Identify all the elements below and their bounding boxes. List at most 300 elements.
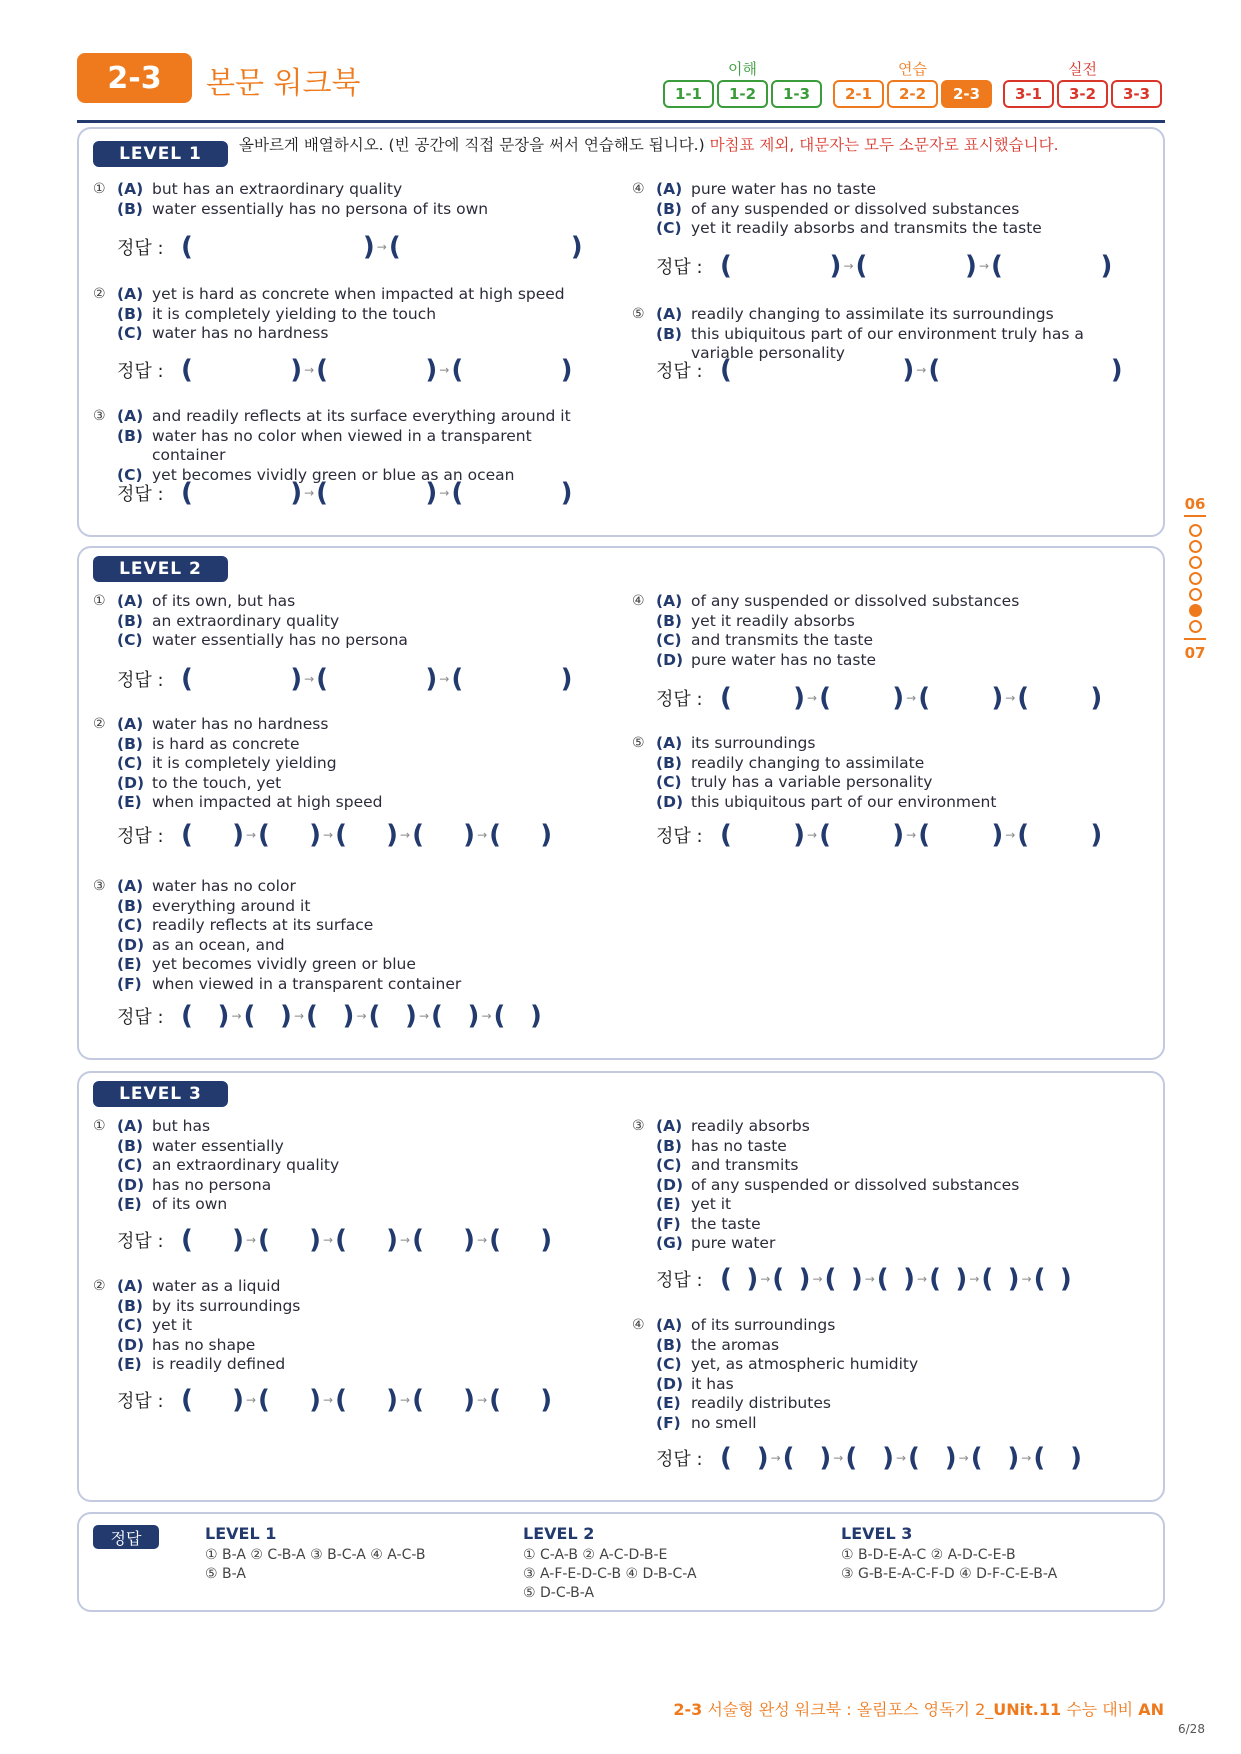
arrow-icon: → bbox=[916, 363, 927, 377]
answer-key-row: ⑤ B-A bbox=[205, 1566, 246, 1582]
nav-1-1[interactable]: 1-1 bbox=[663, 80, 714, 108]
choice-label: (B) bbox=[117, 426, 143, 445]
question-number bbox=[632, 1355, 656, 1375]
question-line bbox=[93, 715, 382, 735]
level3-question-1 bbox=[93, 1117, 339, 1215]
choice-label: (B) bbox=[656, 753, 682, 772]
unit-number-top: 06 bbox=[1184, 495, 1206, 513]
answer-open-paren: ( bbox=[306, 1001, 318, 1031]
question-line bbox=[632, 1394, 918, 1414]
answer-close-paren: ) bbox=[232, 1225, 244, 1255]
answer-close-paren: ) bbox=[829, 251, 842, 281]
answer-open-paren: ( bbox=[855, 251, 868, 281]
answer-close-paren: ) bbox=[463, 820, 476, 850]
answer-line[interactable] bbox=[117, 664, 572, 694]
answer-open-paren: ( bbox=[720, 683, 732, 713]
header-divider bbox=[77, 120, 1165, 123]
answer-open-paren: ( bbox=[970, 1443, 983, 1473]
choice-text: water essentially has no persona bbox=[152, 631, 408, 649]
question-number: ④ bbox=[632, 181, 645, 197]
question-line bbox=[93, 285, 565, 305]
question-number bbox=[93, 1297, 117, 1317]
answer-close-paren: ) bbox=[903, 1264, 915, 1294]
question-line bbox=[93, 877, 461, 897]
arrow-icon: → bbox=[356, 1009, 367, 1023]
answer-key-level1 bbox=[205, 1524, 426, 1584]
level1-badge: LEVEL 1 bbox=[93, 141, 228, 167]
question-line bbox=[632, 773, 996, 793]
answer-close-paren: ) bbox=[540, 1225, 553, 1255]
answer-open-paren: ( bbox=[258, 1225, 270, 1255]
answer-open-paren: ( bbox=[181, 820, 193, 850]
answer-close-paren: ) bbox=[882, 1443, 894, 1473]
progress-dot bbox=[1189, 540, 1202, 553]
section-badge: 2-3 bbox=[77, 53, 192, 103]
answer-line[interactable] bbox=[656, 1264, 1072, 1294]
answer-line[interactable] bbox=[117, 478, 572, 508]
choice-text: and readily reflects at its surface everything around it bbox=[152, 407, 571, 425]
choice-text: yet it bbox=[691, 1195, 732, 1213]
choice-label: (A) bbox=[656, 305, 683, 323]
answer-close-paren: ) bbox=[892, 820, 905, 850]
instruction-note: 마침표 제외, 대문자는 모두 소문자로 표시했습니다. bbox=[709, 136, 1059, 154]
arrow-icon: → bbox=[760, 1272, 771, 1286]
choice-text: water has no hardness bbox=[152, 324, 329, 342]
answer-open-paren: ( bbox=[819, 683, 831, 713]
choice-label: (C) bbox=[117, 324, 143, 342]
answer-close-paren: ) bbox=[560, 355, 573, 385]
choice-label: (A) bbox=[656, 180, 683, 198]
choice-text: is hard as concrete bbox=[152, 734, 300, 753]
choice-label: (A) bbox=[117, 1117, 144, 1135]
choice-label: (A) bbox=[117, 180, 144, 198]
choice-text: yet it readily absorbs and transmits the taste bbox=[691, 219, 1042, 237]
choice-text: its surroundings bbox=[691, 734, 816, 752]
choice-label: (B) bbox=[117, 199, 143, 218]
choice-label: (C) bbox=[656, 219, 682, 237]
answer-close-paren: ) bbox=[309, 820, 321, 850]
answer-line[interactable] bbox=[117, 355, 572, 385]
choice-text: is readily defined bbox=[152, 1355, 286, 1373]
question-line bbox=[93, 1176, 339, 1196]
answer-open-paren: ( bbox=[1033, 1443, 1046, 1473]
question-number bbox=[93, 897, 117, 917]
choice-label: (D) bbox=[117, 773, 145, 792]
answer-close-paren: ) bbox=[425, 355, 438, 385]
question-line bbox=[632, 325, 1084, 345]
choice-text: of any suspended or dissolved substances bbox=[691, 199, 1020, 218]
level2-question-4 bbox=[632, 592, 1019, 670]
unit-number-bottom: 07 bbox=[1184, 644, 1206, 662]
choice-text: container bbox=[152, 446, 226, 464]
question-number bbox=[632, 344, 656, 364]
arrow-icon: → bbox=[833, 1451, 844, 1465]
question-line bbox=[93, 955, 461, 975]
answer-open-paren: ( bbox=[316, 478, 329, 508]
choice-text: yet becomes vividly green or blue bbox=[152, 955, 416, 973]
arrow-icon: → bbox=[400, 1233, 411, 1247]
answer-open-paren: ( bbox=[819, 820, 831, 850]
question-number: ④ bbox=[632, 1317, 645, 1333]
answer-open-paren: ( bbox=[928, 355, 941, 385]
answer-open-paren: ( bbox=[720, 1443, 732, 1473]
question-line bbox=[93, 446, 571, 466]
answer-key-title: LEVEL 1 bbox=[205, 1524, 277, 1543]
arrow-icon: → bbox=[439, 486, 450, 500]
choice-label bbox=[117, 446, 152, 466]
answer-line[interactable] bbox=[656, 820, 1102, 850]
level1-instruction bbox=[239, 135, 1154, 155]
question-number bbox=[632, 1414, 656, 1434]
choice-text: readily absorbs bbox=[691, 1117, 810, 1135]
level3-question-3 bbox=[632, 1117, 1019, 1254]
answer-open-paren: ( bbox=[876, 1264, 889, 1294]
question-number bbox=[93, 305, 117, 325]
question-line bbox=[93, 180, 488, 200]
choice-label: (B) bbox=[117, 611, 143, 630]
arrow-icon: → bbox=[376, 240, 387, 254]
question-number bbox=[93, 774, 117, 794]
choice-text: pure water has no taste bbox=[691, 650, 877, 669]
question-line bbox=[632, 180, 1042, 200]
nav-1-2[interactable]: 1-2 bbox=[717, 80, 768, 108]
level2-question-2 bbox=[93, 715, 382, 813]
answer-open-paren: ( bbox=[316, 664, 329, 694]
question-number bbox=[93, 200, 117, 220]
question-number bbox=[632, 773, 656, 793]
arrow-icon: → bbox=[1005, 828, 1016, 842]
question-number: ⑤ bbox=[632, 306, 645, 322]
question-number bbox=[93, 427, 117, 447]
choice-label: (B) bbox=[117, 896, 143, 915]
choice-text: and transmits the taste bbox=[691, 631, 874, 649]
choice-label: (D) bbox=[117, 1335, 145, 1354]
choice-text: the taste bbox=[691, 1214, 761, 1233]
answer-close-paren: ) bbox=[892, 683, 905, 713]
arrow-icon: → bbox=[1021, 1272, 1032, 1286]
answer-line[interactable] bbox=[656, 355, 1123, 385]
arrow-icon: → bbox=[807, 691, 818, 705]
choice-text: by its surroundings bbox=[152, 1296, 301, 1315]
arrow-icon: → bbox=[917, 1272, 928, 1286]
answer-open-paren: ( bbox=[181, 664, 193, 694]
footer-book: 올림포스 영독기 2_ bbox=[856, 1700, 994, 1719]
footer-code: AN bbox=[1138, 1700, 1164, 1719]
choice-text: but has bbox=[152, 1117, 211, 1135]
divider bbox=[1184, 638, 1206, 640]
question-number bbox=[93, 324, 117, 344]
choice-label: (A) bbox=[117, 285, 144, 303]
choice-label: (E) bbox=[117, 1195, 142, 1213]
choice-text: water has no color when viewed in a transparent bbox=[152, 426, 532, 445]
question-line bbox=[93, 1316, 300, 1336]
choice-text: water has no hardness bbox=[152, 715, 329, 733]
question-line bbox=[93, 427, 571, 447]
question-number: ④ bbox=[632, 593, 645, 609]
choice-text: yet it bbox=[152, 1316, 193, 1334]
answer-key-row: ① B-D-E-A-C ② A-D-C-E-B bbox=[841, 1547, 1016, 1563]
footer-section: 2-3 bbox=[673, 1700, 703, 1719]
question-number bbox=[93, 466, 117, 486]
answer-close-paren: ) bbox=[1007, 1264, 1020, 1294]
choice-label: (D) bbox=[656, 1374, 684, 1393]
nav-group-real bbox=[1003, 58, 1162, 108]
question-number bbox=[93, 1137, 117, 1157]
nav-3-2[interactable]: 3-2 bbox=[1057, 80, 1108, 108]
question-line bbox=[93, 305, 565, 325]
answer-close-paren: ) bbox=[955, 1264, 968, 1294]
arrow-icon: → bbox=[400, 828, 411, 842]
answer-close-paren: ) bbox=[991, 683, 1004, 713]
choice-text: it has bbox=[691, 1374, 734, 1393]
question-number: ② bbox=[93, 1278, 106, 1294]
answer-open-paren: ( bbox=[1017, 820, 1030, 850]
choice-text: has no taste bbox=[691, 1136, 787, 1155]
question-line bbox=[93, 754, 382, 774]
answer-label: 정답 : bbox=[117, 670, 164, 691]
question-number: ① bbox=[93, 1118, 106, 1134]
choice-text: when viewed in a transparent container bbox=[152, 974, 462, 993]
choice-label: (C) bbox=[656, 773, 682, 791]
answer-close-paren: ) bbox=[386, 820, 399, 850]
answer-label: 정답 : bbox=[656, 689, 703, 710]
page-number: 6/28 bbox=[1178, 1722, 1205, 1736]
answer-open-paren: ( bbox=[918, 820, 931, 850]
answer-close-paren: ) bbox=[386, 1225, 399, 1255]
answer-open-paren: ( bbox=[845, 1443, 858, 1473]
choice-label: (B) bbox=[656, 1136, 682, 1155]
answer-close-paren: ) bbox=[944, 1443, 957, 1473]
choice-label: (E) bbox=[656, 1394, 681, 1412]
question-line bbox=[632, 612, 1019, 632]
choice-label: (C) bbox=[117, 1156, 143, 1174]
answer-close-paren: ) bbox=[798, 1264, 811, 1294]
question-line bbox=[632, 1336, 918, 1356]
answer-close-paren: ) bbox=[309, 1385, 321, 1415]
question-number bbox=[93, 754, 117, 774]
answer-open-paren: ( bbox=[243, 1001, 256, 1031]
answer-close-paren: ) bbox=[756, 1443, 769, 1473]
answer-line[interactable] bbox=[117, 232, 583, 262]
answer-line[interactable] bbox=[117, 1385, 552, 1415]
question-number bbox=[632, 1336, 656, 1356]
answer-close-paren: ) bbox=[1007, 1443, 1020, 1473]
level1-question-4 bbox=[632, 180, 1042, 239]
arrow-icon: → bbox=[1021, 1451, 1032, 1465]
arrow-icon: → bbox=[958, 1451, 969, 1465]
level3-question-2 bbox=[93, 1277, 300, 1375]
answer-close-paren: ) bbox=[232, 1385, 244, 1415]
answer-line[interactable] bbox=[656, 1443, 1082, 1473]
choice-text: pure water has no taste bbox=[691, 180, 877, 198]
question-line bbox=[93, 1156, 339, 1176]
answer-close-paren: ) bbox=[1059, 1264, 1072, 1294]
choice-text: readily changing to assimilate its surroundings bbox=[691, 305, 1054, 323]
level1-question-3 bbox=[93, 407, 571, 485]
answer-open-paren: ( bbox=[720, 251, 732, 281]
answer-open-paren: ( bbox=[181, 1385, 193, 1415]
answer-open-paren: ( bbox=[981, 1264, 994, 1294]
arrow-icon: → bbox=[770, 1451, 781, 1465]
answer-close-paren: ) bbox=[560, 478, 573, 508]
nav-1-3[interactable]: 1-3 bbox=[771, 80, 822, 108]
nav-2-2[interactable]: 2-2 bbox=[887, 80, 938, 108]
question-line bbox=[632, 1117, 1019, 1137]
choice-text: of its surroundings bbox=[691, 1316, 836, 1334]
nav-group-practice bbox=[833, 58, 992, 108]
question-line bbox=[632, 631, 1019, 651]
arrow-icon: → bbox=[477, 1233, 488, 1247]
page-title: 본문 워크북 bbox=[206, 66, 361, 101]
arrow-icon: → bbox=[245, 828, 257, 842]
question-number bbox=[632, 793, 656, 813]
question-line bbox=[93, 612, 408, 632]
choice-text: everything around it bbox=[152, 896, 311, 915]
answer-line[interactable] bbox=[656, 251, 1112, 281]
question-number bbox=[632, 200, 656, 220]
nav-3-3[interactable]: 3-3 bbox=[1111, 80, 1162, 108]
choice-text: the aromas bbox=[691, 1335, 780, 1354]
arrow-icon: → bbox=[231, 1009, 242, 1023]
nav-group-label: 이해 bbox=[728, 60, 757, 78]
question-line bbox=[93, 631, 408, 651]
question-number bbox=[93, 1355, 117, 1375]
question-line bbox=[93, 1297, 300, 1317]
arrow-icon: → bbox=[812, 1272, 823, 1286]
answer-label: 정답 : bbox=[656, 257, 703, 278]
answer-close-paren: ) bbox=[902, 355, 915, 385]
level1-question-2 bbox=[93, 285, 565, 344]
answer-close-paren: ) bbox=[1100, 251, 1113, 281]
choice-label: (B) bbox=[117, 1296, 143, 1315]
choice-text: of any suspended or dissolved substances bbox=[691, 592, 1020, 610]
answer-close-paren: ) bbox=[540, 1385, 553, 1415]
question-line bbox=[632, 1156, 1019, 1176]
answer-key-row: ⑤ D-C-B-A bbox=[523, 1585, 595, 1601]
choice-label: (E) bbox=[117, 955, 142, 973]
question-number bbox=[93, 612, 117, 632]
choice-text: water has no color bbox=[152, 877, 296, 895]
question-line bbox=[632, 754, 996, 774]
choice-text: of its own bbox=[152, 1195, 228, 1213]
question-line bbox=[93, 407, 571, 427]
level2-badge: LEVEL 2 bbox=[93, 556, 228, 582]
choice-text: water as a liquid bbox=[152, 1277, 281, 1295]
question-number: ② bbox=[93, 286, 106, 302]
question-number bbox=[632, 1215, 656, 1235]
answer-open-paren: ( bbox=[908, 1443, 920, 1473]
choice-text: variable personality bbox=[691, 344, 845, 362]
answer-line[interactable] bbox=[117, 1001, 542, 1031]
choice-text: as an ocean, and bbox=[152, 935, 285, 954]
answer-close-paren: ) bbox=[965, 251, 977, 281]
answer-label: 정답 : bbox=[117, 484, 164, 505]
nav-3-1[interactable]: 3-1 bbox=[1003, 80, 1054, 108]
answer-close-paren: ) bbox=[991, 820, 1004, 850]
question-line bbox=[93, 1355, 300, 1375]
answer-line[interactable] bbox=[656, 683, 1102, 713]
choice-text: of its own, but has bbox=[152, 592, 296, 610]
nav-2-1[interactable]: 2-1 bbox=[833, 80, 884, 108]
choice-label: (B) bbox=[117, 1136, 143, 1155]
arrow-icon: → bbox=[245, 1393, 257, 1407]
arrow-icon: → bbox=[323, 1393, 334, 1407]
choice-text: water essentially has no persona of its own bbox=[152, 199, 489, 218]
answer-open-paren: ( bbox=[412, 1225, 424, 1255]
choice-text: readily distributes bbox=[691, 1394, 831, 1412]
choice-label: (F) bbox=[117, 974, 142, 993]
choice-text: an extraordinary quality bbox=[152, 611, 340, 630]
choice-label: (D) bbox=[656, 792, 684, 811]
answer-line[interactable] bbox=[117, 1225, 552, 1255]
question-line bbox=[93, 324, 565, 344]
choice-label: (C) bbox=[656, 1156, 682, 1174]
answer-line[interactable] bbox=[117, 820, 552, 850]
question-line bbox=[93, 793, 382, 813]
nav-group-label: 연습 bbox=[898, 60, 927, 78]
choice-label: (A) bbox=[117, 1277, 144, 1295]
answer-close-paren: ) bbox=[405, 1001, 417, 1031]
answer-open-paren: ( bbox=[368, 1001, 381, 1031]
answer-open-paren: ( bbox=[431, 1001, 443, 1031]
question-number bbox=[93, 735, 117, 755]
arrow-icon: → bbox=[477, 1393, 488, 1407]
arrow-icon: → bbox=[906, 691, 917, 705]
question-number bbox=[93, 955, 117, 975]
arrow-icon: → bbox=[1005, 691, 1016, 705]
question-line bbox=[93, 735, 382, 755]
choice-text: an extraordinary quality bbox=[152, 1156, 340, 1174]
question-line bbox=[632, 1355, 918, 1375]
answer-close-paren: ) bbox=[746, 1264, 759, 1294]
answer-close-paren: ) bbox=[309, 1225, 321, 1255]
answer-open-paren: ( bbox=[720, 355, 732, 385]
choice-text: this ubiquitous part of our environment bbox=[691, 792, 997, 811]
answer-label: 정답 : bbox=[656, 1449, 703, 1470]
choice-label: (B) bbox=[656, 611, 682, 630]
question-line bbox=[632, 200, 1042, 220]
arrow-icon: → bbox=[304, 486, 315, 500]
arrow-icon: → bbox=[864, 1272, 875, 1286]
divider bbox=[1184, 515, 1206, 517]
progress-dot bbox=[1189, 620, 1202, 633]
answer-key-level3 bbox=[841, 1524, 1057, 1584]
answer-key-title: LEVEL 3 bbox=[841, 1524, 913, 1543]
choice-label: (A) bbox=[117, 592, 144, 610]
answer-close-paren: ) bbox=[560, 664, 573, 694]
nav-2-3[interactable]: 2-3 bbox=[941, 80, 992, 108]
choice-label: (C) bbox=[117, 631, 143, 649]
choice-label: (C) bbox=[117, 754, 143, 772]
choice-text: to the touch, yet bbox=[152, 773, 282, 792]
unit-progress bbox=[1180, 495, 1210, 662]
arrow-icon: → bbox=[906, 828, 917, 842]
choice-label: (C) bbox=[117, 1316, 143, 1334]
answer-open-paren: ( bbox=[181, 355, 193, 385]
progress-dot bbox=[1189, 572, 1202, 585]
arrow-icon: → bbox=[843, 259, 854, 273]
level2-question-1 bbox=[93, 592, 408, 651]
question-line bbox=[93, 897, 461, 917]
question-line bbox=[93, 1117, 339, 1137]
answer-open-paren: ( bbox=[824, 1264, 837, 1294]
answer-label: 정답 : bbox=[656, 361, 703, 382]
choice-text: and transmits bbox=[691, 1156, 799, 1174]
question-number bbox=[632, 1176, 656, 1196]
question-number bbox=[632, 1137, 656, 1157]
arrow-icon: → bbox=[304, 363, 315, 377]
question-line bbox=[632, 592, 1019, 612]
